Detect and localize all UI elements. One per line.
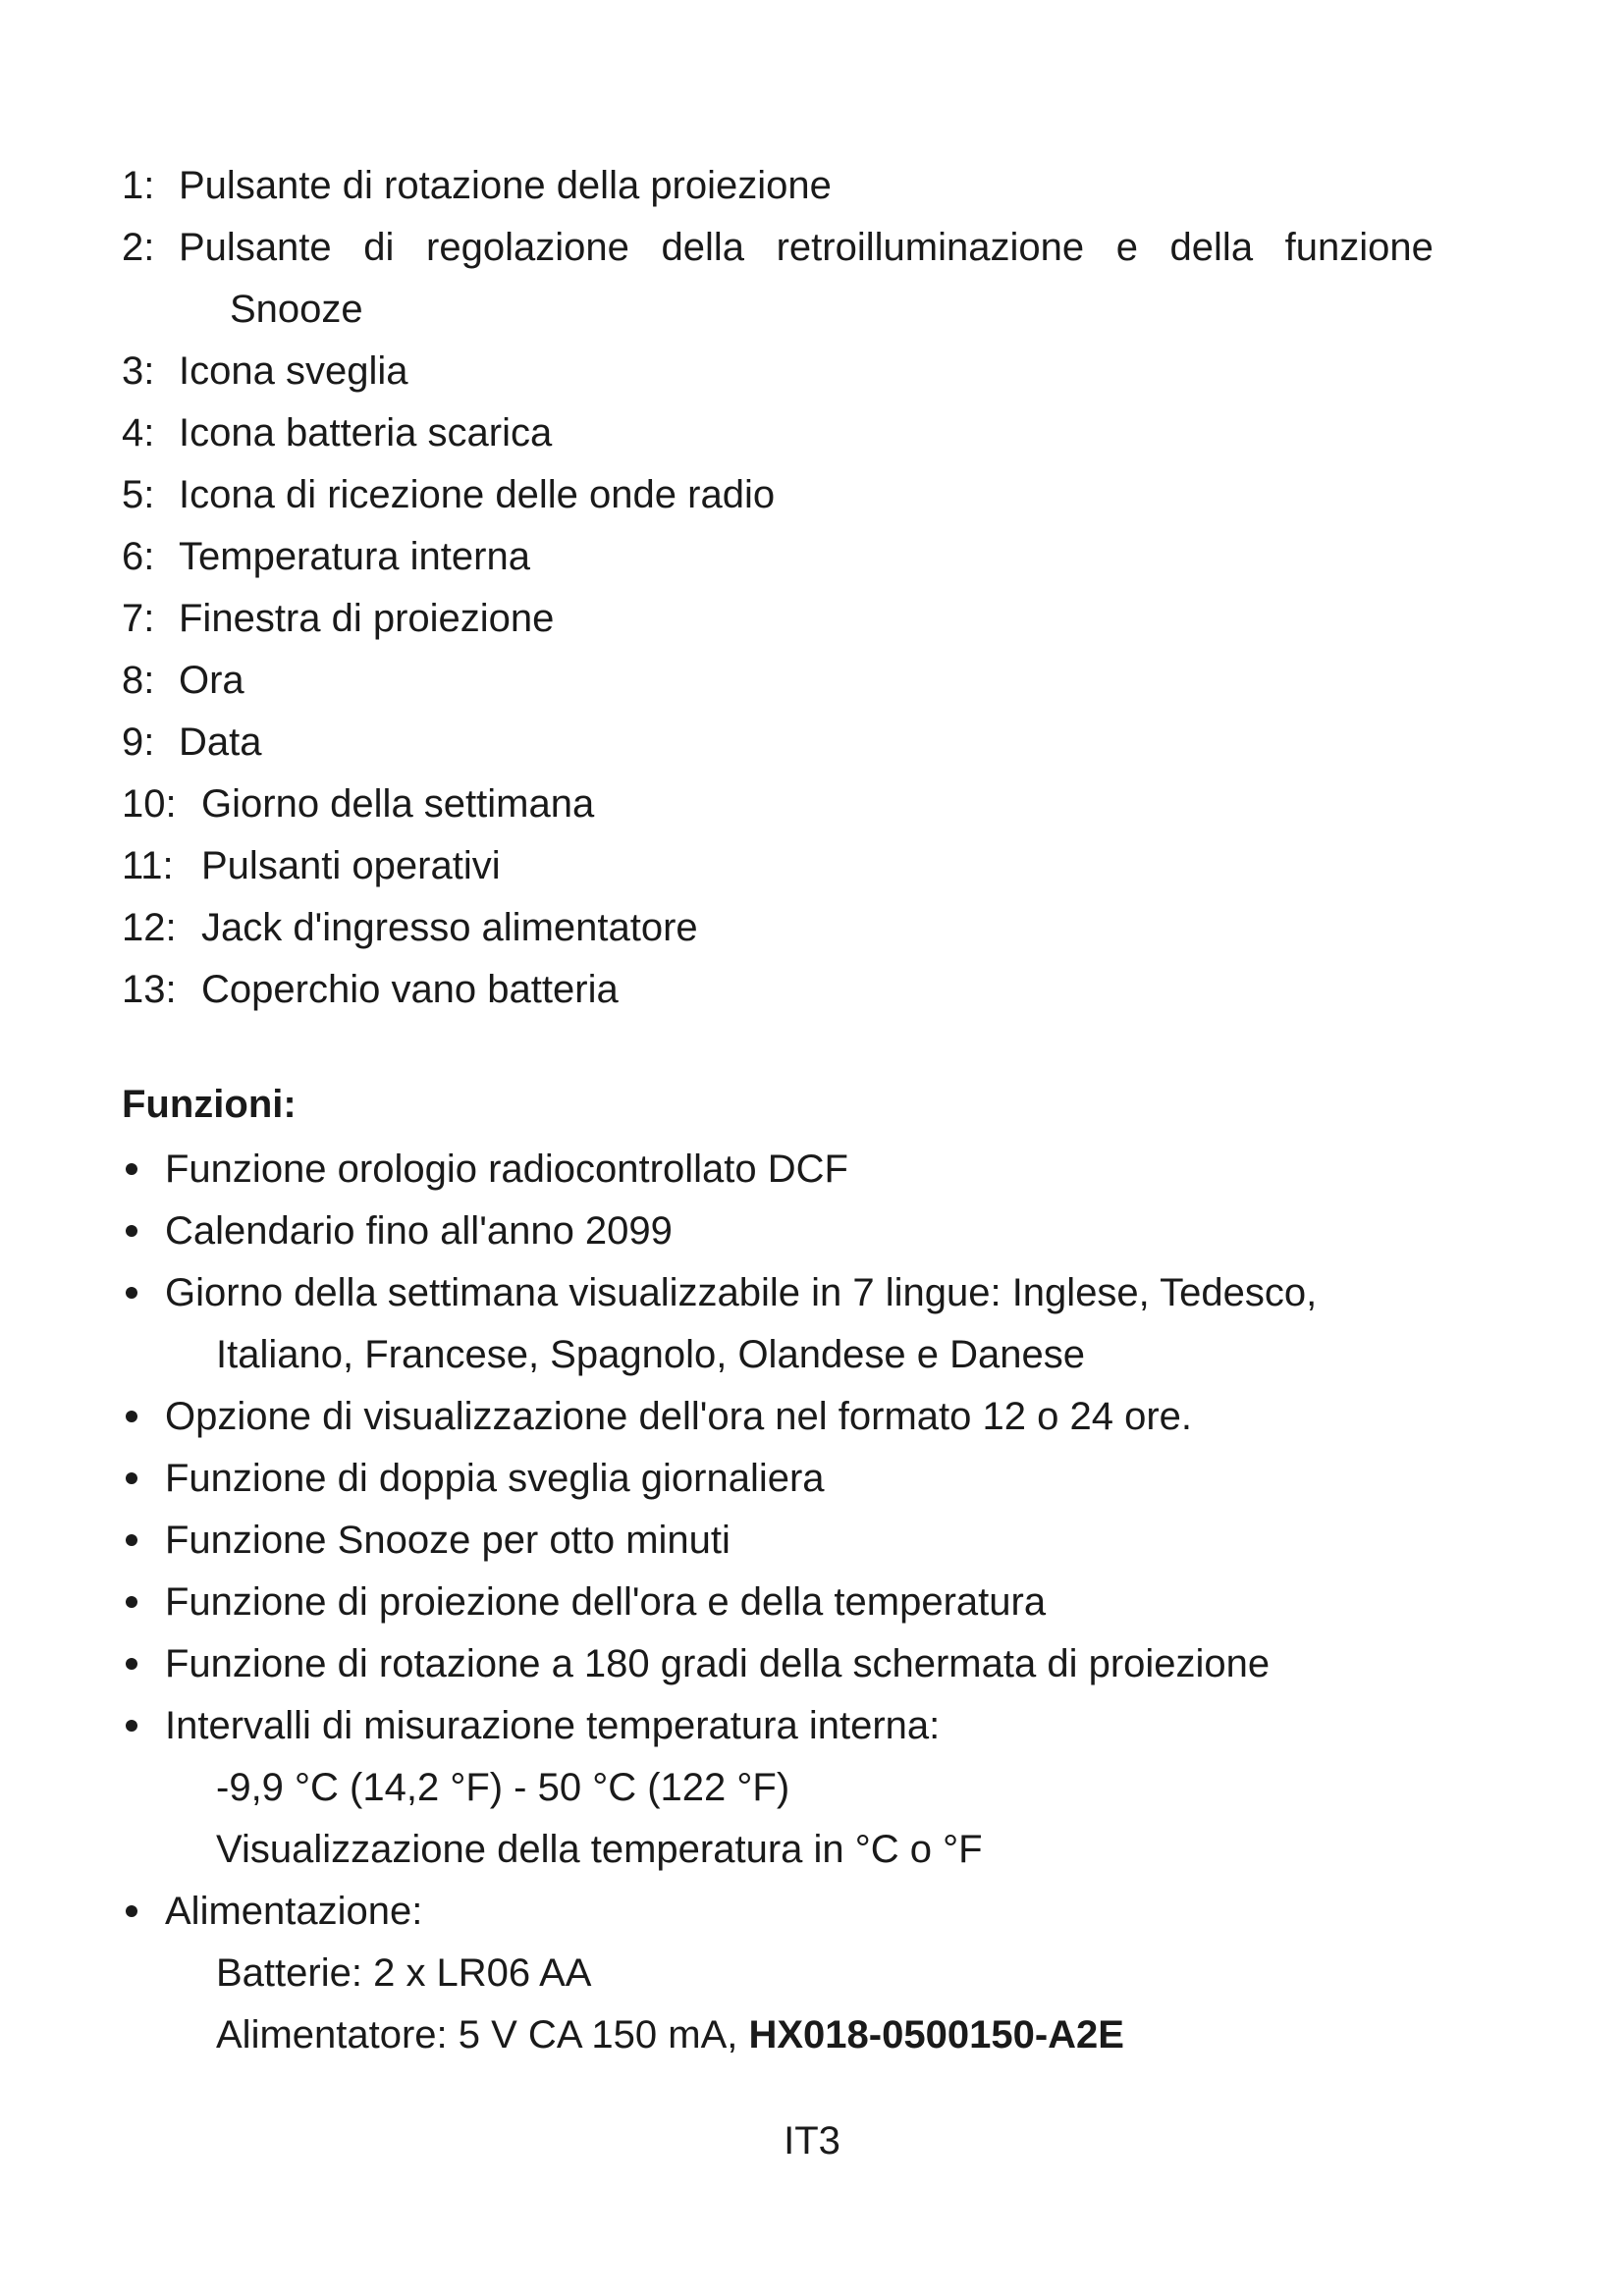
list-item (122, 712, 1437, 774)
adapter-line (165, 2004, 1496, 2066)
feature-text: Funzione di proiezione dell'ora e della temperatura (165, 1580, 1047, 1624)
list-item (122, 1572, 1496, 1633)
item-number: 2: (122, 226, 155, 269)
item-number: 9: (122, 721, 155, 764)
feature-text: Funzione di rotazione a 180 gradi della schermata di proiezione (165, 1642, 1271, 1685)
section-title-funzioni: Funzioni: (122, 1083, 297, 1126)
list-item (122, 464, 1437, 526)
item-word: della (1169, 226, 1254, 269)
list-item (122, 1262, 1496, 1386)
list-item (122, 1386, 1496, 1448)
item-number: 1: (122, 164, 155, 207)
bullet-icon (126, 1225, 137, 1237)
item-label: Data (179, 721, 262, 764)
list-item (122, 155, 1437, 217)
adapter-model: HX018-0500150-A2E (748, 2013, 1124, 2056)
item-label: Giorno della settimana (201, 782, 595, 826)
feature-text: Funzione orologio radiocontrollato DCF (165, 1148, 848, 1191)
item-number: 6: (122, 535, 155, 578)
list-item (122, 402, 1437, 464)
list-item (122, 1881, 1496, 2066)
item-word: funzione (1284, 226, 1434, 269)
item-word: della (661, 226, 744, 269)
item-number: 11: (122, 844, 174, 887)
page-number: IT3 (784, 2119, 840, 2163)
list-item (122, 897, 1437, 959)
bullet-icon (126, 1905, 137, 1917)
list-item (122, 217, 1437, 341)
item-number: 8: (122, 659, 155, 702)
feature-subline: Batterie: 2 x LR06 AA (216, 1951, 592, 1995)
item-number: 5: (122, 473, 155, 516)
item-number: 3: (122, 349, 155, 393)
list-item (122, 1510, 1496, 1572)
bullet-icon (126, 1472, 137, 1484)
parts-list (122, 155, 1437, 1021)
list-item (122, 650, 1437, 712)
item-word: retroilluminazione (776, 226, 1085, 269)
item-label: Icona sveglia (179, 349, 408, 393)
bullet-icon (126, 1658, 137, 1670)
item-number: 10: (122, 782, 177, 826)
item-word: Pulsante (179, 226, 332, 269)
list-item (122, 774, 1437, 835)
bullet-icon (126, 1534, 137, 1546)
item-label: Pulsanti operativi (201, 844, 501, 887)
feature-text: Giorno della settimana visualizzabile in 7 lingue: Inglese, Tedesco, (165, 1271, 1318, 1314)
feature-text: Opzione di visualizzazione dell'ora nel formato 12 o 24 ore. (165, 1395, 1193, 1438)
feature-text: Funzione di doppia sveglia giornaliera (165, 1457, 825, 1500)
item-label: Temperatura interna (179, 535, 530, 578)
item-label: Ora (179, 659, 244, 702)
feature-text: Calendario fino all'anno 2099 (165, 1209, 673, 1253)
list-item (122, 588, 1437, 650)
bullet-icon (126, 1411, 137, 1422)
item-label: Coperchio vano batteria (201, 968, 619, 1011)
item-word: di (363, 226, 395, 269)
features-list (122, 1139, 1496, 2066)
item-number: 7: (122, 597, 155, 640)
bullet-icon (126, 1596, 137, 1608)
list-item (122, 1201, 1496, 1262)
list-item (122, 1139, 1496, 1201)
item-number: 12: (122, 906, 177, 949)
list-item (122, 1695, 1496, 1881)
feature-text: Alimentazione: (165, 1890, 423, 1933)
bullet-icon (126, 1287, 137, 1299)
item-label: Icona di ricezione delle onde radio (179, 473, 776, 516)
adapter-prefix: Alimentatore: 5 V CA 150 mA, (216, 2013, 749, 2056)
list-item (122, 959, 1437, 1021)
item-word: e (1115, 226, 1138, 269)
item-continuation: Snooze (230, 288, 363, 331)
item-label: Icona batteria scarica (179, 411, 553, 454)
list-item (122, 341, 1437, 402)
item-label: Jack d'ingresso alimentatore (201, 906, 698, 949)
list-item (122, 526, 1437, 588)
feature-text: Funzione Snooze per otto minuti (165, 1519, 731, 1562)
item-label: Pulsante di rotazione della proiezione (179, 164, 832, 207)
list-item (122, 1633, 1496, 1695)
justified-line (122, 217, 1434, 279)
item-word: regolazione (426, 226, 629, 269)
feature-text: Intervalli di misurazione temperatura interna: (165, 1704, 941, 1747)
item-number: 4: (122, 411, 155, 454)
feature-subline: -9,9 °C (14,2 °F) - 50 °C (122 °F) (216, 1766, 790, 1809)
item-number: 13: (122, 968, 177, 1011)
bullet-icon (126, 1720, 137, 1732)
feature-subline: Visualizzazione della temperatura in °C o °F (216, 1828, 983, 1871)
item-number-and-word (122, 217, 332, 279)
feature-subline: Italiano, Francese, Spagnolo, Olandese e Danese (216, 1333, 1086, 1376)
list-item (122, 835, 1437, 897)
list-item (122, 1448, 1496, 1510)
item-label: Finestra di proiezione (179, 597, 555, 640)
bullet-icon (126, 1163, 137, 1175)
